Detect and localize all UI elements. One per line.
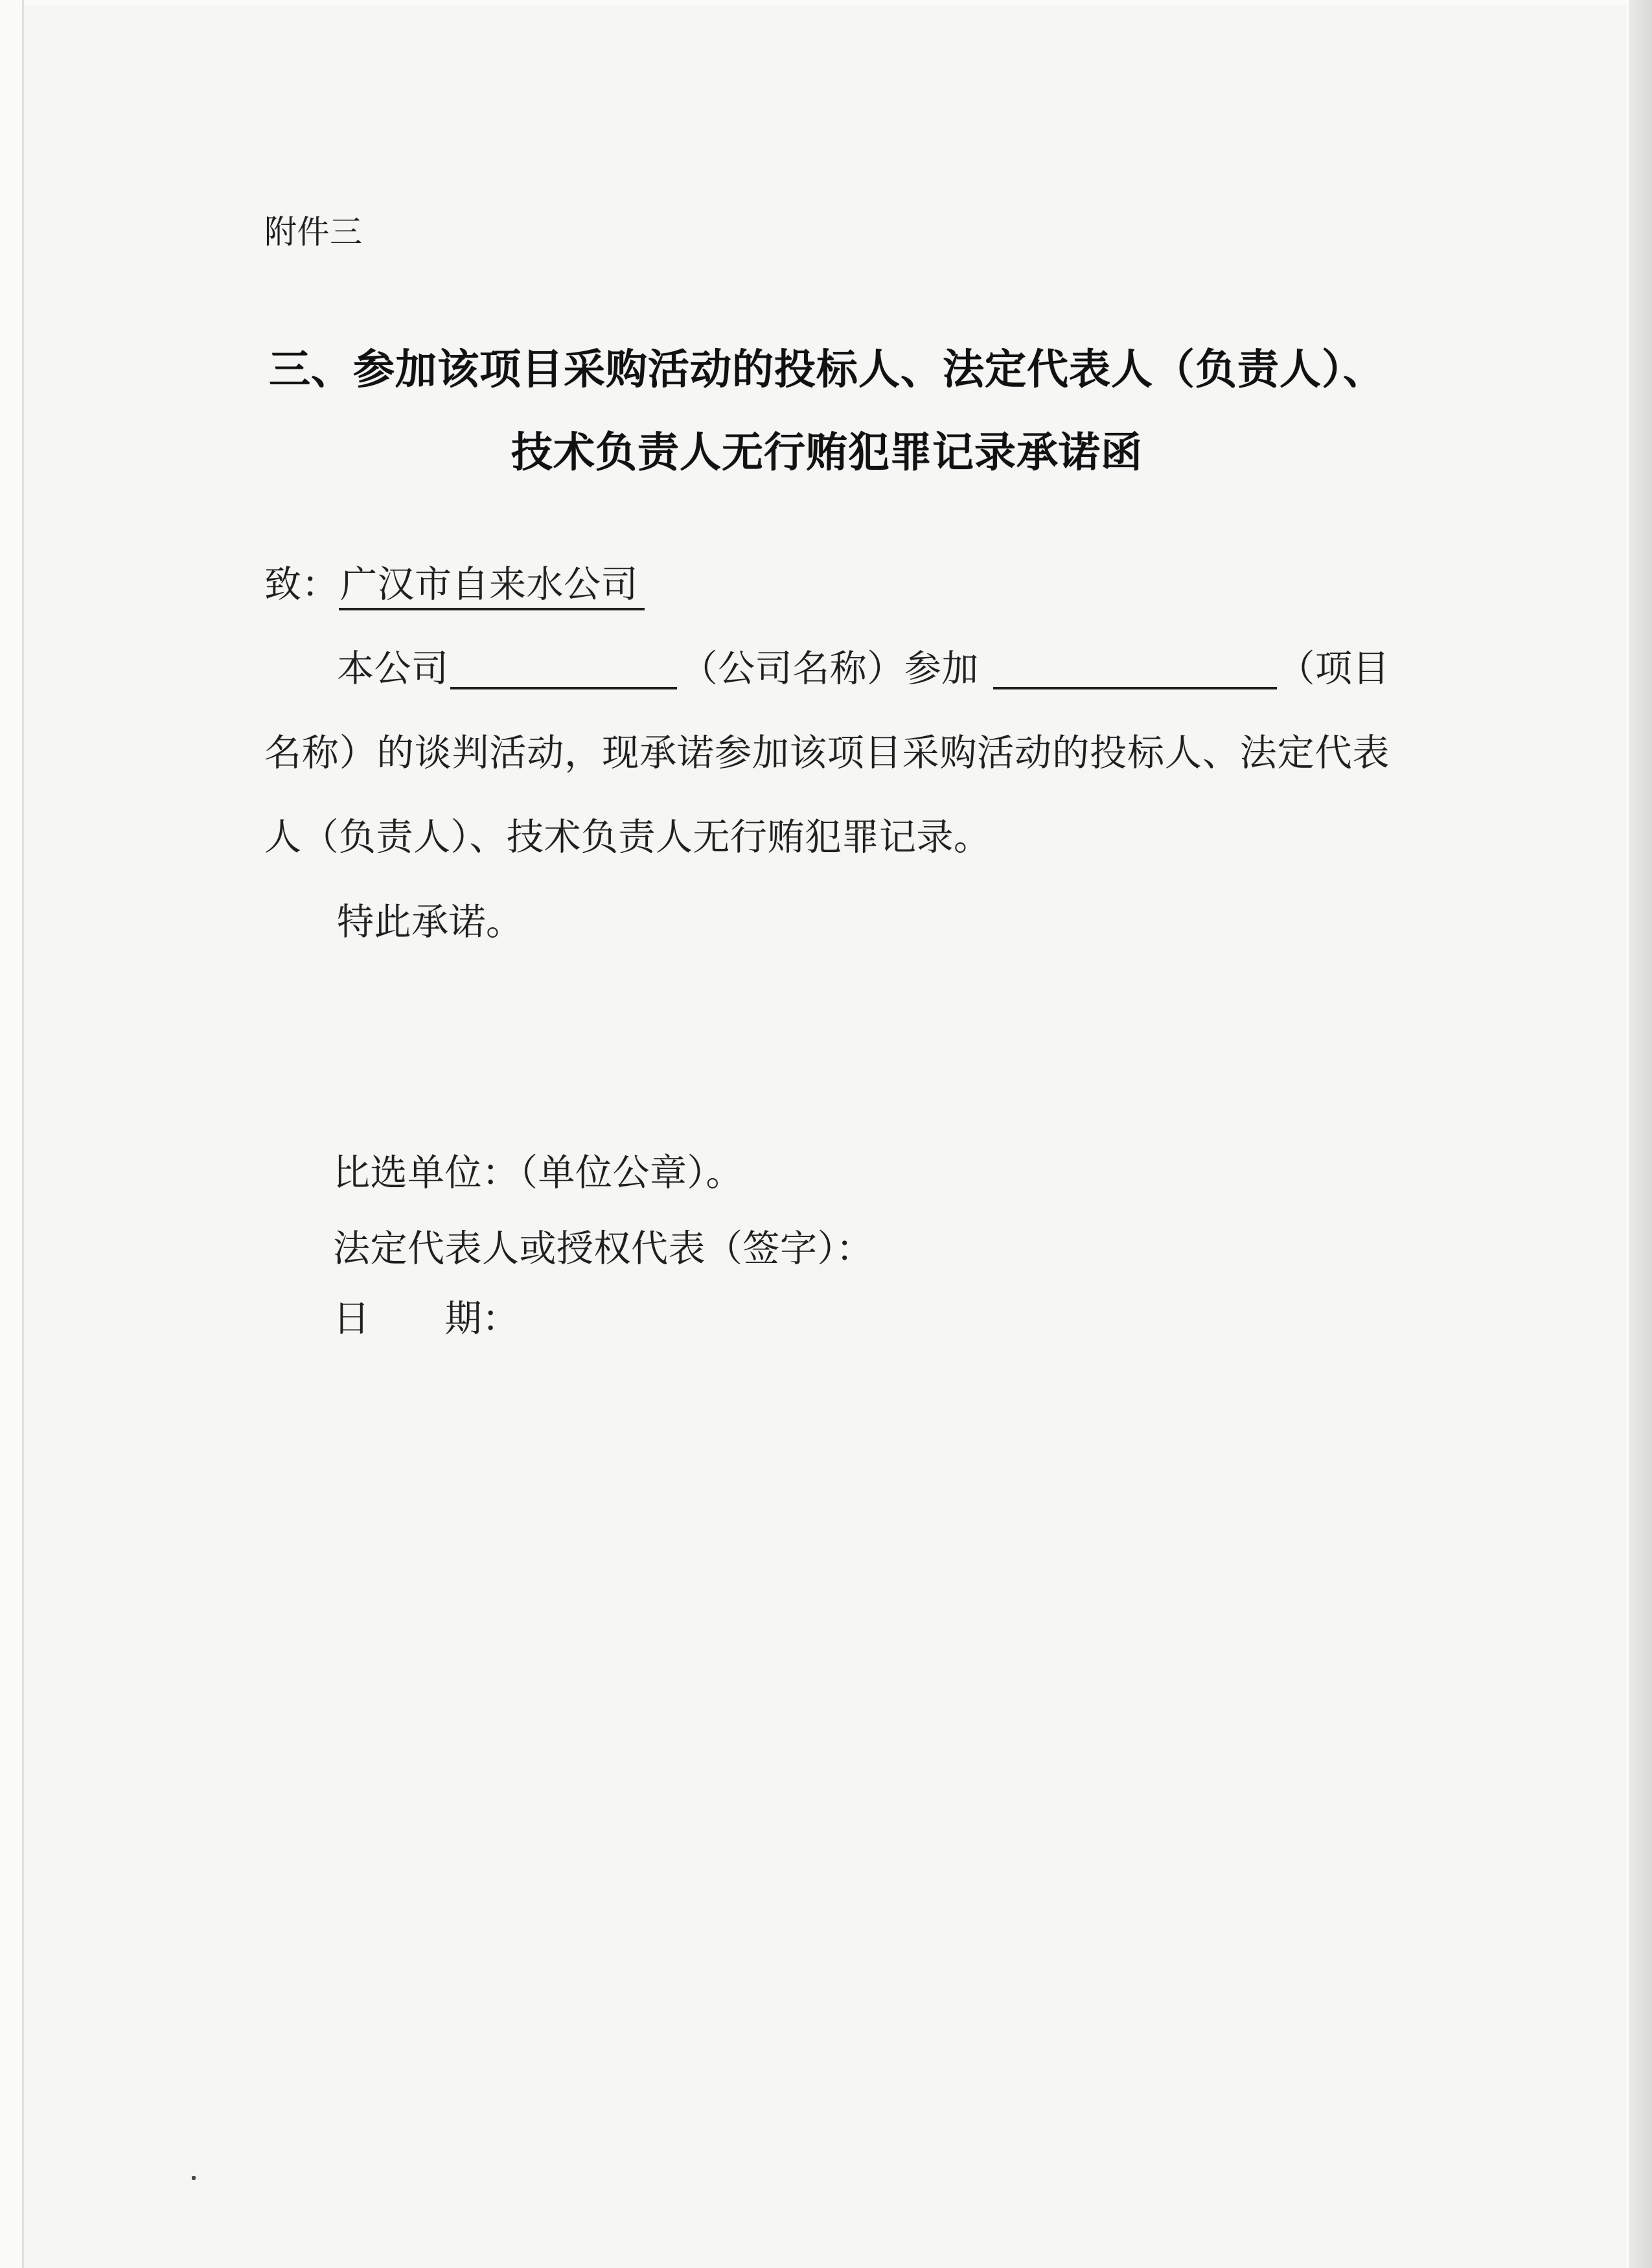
addressee-prefix: 致： [264, 564, 339, 605]
scan-top-edge [0, 0, 1652, 5]
scan-speck-artifact [192, 2176, 196, 2180]
document-title [264, 328, 1390, 494]
document-title-line2: 技术负责人无行贿犯罪记录承诺函 [511, 429, 1143, 476]
scan-left-seam-line [22, 0, 24, 2268]
body-paragraph-line1 [264, 648, 1390, 691]
project-suffix-text: （项目 [1278, 649, 1390, 689]
addressee-name-underlined: 广汉市自来水公司 [339, 564, 645, 610]
body-paragraph-line3: 人（负责人）、技术负责人无行贿犯罪记录。 [264, 817, 991, 858]
signature-unit-line: 比选单位：（单位公章）。 [333, 1153, 743, 1194]
signature-date-line: 日 期： [333, 1299, 520, 1339]
scan-right-edge-shadow [1629, 0, 1652, 2268]
company-suffix-text: （公司名称）参加 [680, 649, 979, 689]
addressee-line [264, 564, 1390, 607]
body-paragraph-line2: 名称）的谈判活动，现承诺参加该项目采购活动的投标人、法定代表 [264, 733, 1390, 774]
signature-representative-line: 法定代表人或授权代表（签字）： [333, 1229, 873, 1269]
scan-left-edge [0, 0, 22, 2268]
company-name-blank-field [450, 648, 677, 689]
closing-commitment-line: 特此承诺。 [337, 902, 523, 943]
document-title-line1: 三、参加该项目采购活动的投标人、法定代表人（负责人）、 [269, 346, 1385, 393]
project-name-blank-field [993, 648, 1277, 689]
attachment-label: 附件三 [264, 214, 363, 250]
company-prefix-text: 本公司 [337, 649, 449, 689]
